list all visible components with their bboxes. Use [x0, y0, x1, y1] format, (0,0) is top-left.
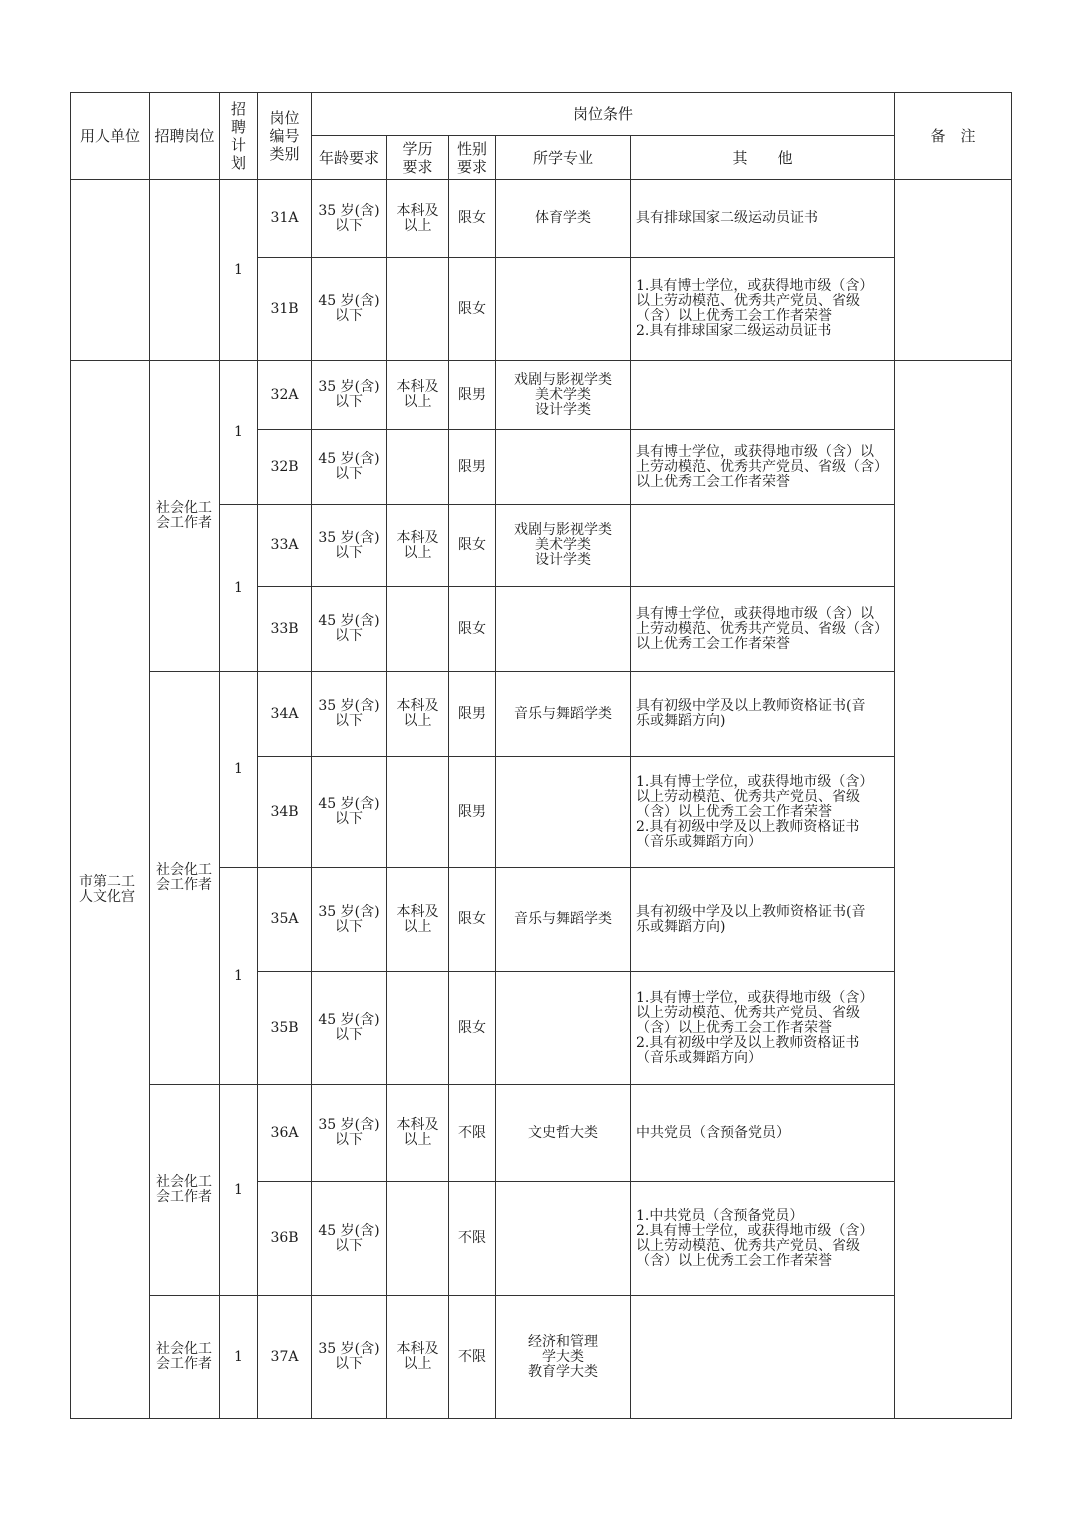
code-cell: 32B	[258, 430, 312, 505]
other-cell	[631, 361, 895, 430]
gender-cell: 限男	[449, 430, 496, 505]
header-plan: 招 聘 计 划	[220, 93, 258, 180]
gender-cell: 限男	[449, 361, 496, 430]
age-cell: 45 岁(含) 以下	[312, 757, 387, 868]
major-cell: 音乐与舞蹈学类	[496, 672, 631, 757]
header-remark: 备 注	[895, 93, 1012, 180]
edu-cell	[387, 587, 449, 672]
header-unit: 用人单位	[71, 93, 150, 180]
post-cell: 社会化工 会工作者	[150, 672, 220, 1085]
major-cell: 戏剧与影视学类 美术学类 设计学类	[496, 361, 631, 430]
code-cell: 36B	[258, 1182, 312, 1296]
remark-cell	[895, 180, 1012, 361]
edu-cell	[387, 1182, 449, 1296]
edu-cell	[387, 258, 449, 361]
age-cell: 35 岁(含) 以下	[312, 1085, 387, 1182]
gender-cell: 限女	[449, 180, 496, 258]
header-code: 岗位 编号 类别	[258, 93, 312, 180]
code-cell: 32A	[258, 361, 312, 430]
other-cell: 1.中共党员（含预备党员） 2.具有博士学位，或获得地市级（含） 以上劳动模范、优秀共产党员、省级 （含）以上优秀工会工作者荣誉	[631, 1182, 895, 1296]
code-cell: 33B	[258, 587, 312, 672]
code-cell: 33A	[258, 505, 312, 587]
code-cell: 35B	[258, 972, 312, 1085]
remark-cell	[895, 361, 1012, 1419]
major-cell	[496, 258, 631, 361]
gender-cell: 限女	[449, 868, 496, 972]
table-row	[71, 1085, 1012, 1182]
plan-cell: 1	[220, 672, 258, 868]
other-cell: 具有博士学位，或获得地市级（含）以 上劳动模范、优秀共产党员、省级（含） 以上优秀工会工作者荣誉	[631, 587, 895, 672]
age-cell: 45 岁(含) 以下	[312, 972, 387, 1085]
gender-cell: 不限	[449, 1182, 496, 1296]
plan-cell: 1	[220, 180, 258, 361]
code-cell: 34B	[258, 757, 312, 868]
major-cell: 经济和管理 学大类 教育学大类	[496, 1296, 631, 1419]
header-age: 年龄要求	[312, 136, 387, 180]
plan-cell: 1	[220, 505, 258, 672]
plan-cell: 1	[220, 361, 258, 505]
edu-cell	[387, 972, 449, 1085]
other-cell: 具有初级中学及以上教师资格证书(音 乐或舞蹈方向)	[631, 868, 895, 972]
edu-cell: 本科及 以上	[387, 672, 449, 757]
header-edu: 学历 要求	[387, 136, 449, 180]
table-row	[71, 361, 1012, 430]
plan-cell: 1	[220, 1296, 258, 1419]
table-row	[71, 672, 1012, 757]
gender-cell: 限女	[449, 258, 496, 361]
gender-cell: 限女	[449, 505, 496, 587]
major-cell: 音乐与舞蹈学类	[496, 868, 631, 972]
post-cell: 社会化工 会工作者	[150, 1085, 220, 1296]
recruitment-table	[70, 92, 1012, 1419]
other-cell: 1.具有博士学位，或获得地市级（含） 以上劳动模范、优秀共产党员、省级 （含）以上优秀工会工作者荣誉 2.具有排球国家二级运动员证书	[631, 258, 895, 361]
other-cell	[631, 1296, 895, 1419]
gender-cell: 限男	[449, 757, 496, 868]
code-cell: 36A	[258, 1085, 312, 1182]
header-post: 招聘岗位	[150, 93, 220, 180]
major-cell: 文史哲大类	[496, 1085, 631, 1182]
age-cell: 35 岁(含) 以下	[312, 672, 387, 757]
major-cell	[496, 1182, 631, 1296]
unit-cell: 市第二工 人文化宫	[71, 361, 150, 1419]
major-cell	[496, 430, 631, 505]
major-cell	[496, 587, 631, 672]
other-cell: 具有初级中学及以上教师资格证书(音 乐或舞蹈方向)	[631, 672, 895, 757]
major-cell: 体育学类	[496, 180, 631, 258]
post-cell-empty	[150, 180, 220, 361]
gender-cell: 限男	[449, 672, 496, 757]
table-row	[71, 1296, 1012, 1419]
post-cell: 社会化工 会工作者	[150, 361, 220, 672]
major-cell	[496, 972, 631, 1085]
edu-cell: 本科及 以上	[387, 1296, 449, 1419]
other-cell: 1.具有博士学位，或获得地市级（含） 以上劳动模范、优秀共产党员、省级 （含）以上优秀工会工作者荣誉 2.具有初级中学及以上教师资格证书 （音乐或舞蹈方向）	[631, 972, 895, 1085]
other-cell: 具有排球国家二级运动员证书	[631, 180, 895, 258]
table-row	[71, 180, 1012, 258]
other-cell	[631, 505, 895, 587]
gender-cell: 不限	[449, 1296, 496, 1419]
code-cell: 35A	[258, 868, 312, 972]
unit-cell-empty	[71, 180, 150, 361]
major-cell: 戏剧与影视学类 美术学类 设计学类	[496, 505, 631, 587]
age-cell: 35 岁(含) 以下	[312, 868, 387, 972]
major-cell	[496, 757, 631, 868]
code-cell: 37A	[258, 1296, 312, 1419]
code-cell: 31A	[258, 180, 312, 258]
plan-cell: 1	[220, 868, 258, 1085]
other-cell: 具有博士学位，或获得地市级（含）以 上劳动模范、优秀共产党员、省级（含） 以上优秀工会工作者荣誉	[631, 430, 895, 505]
header-row	[71, 93, 1012, 136]
age-cell: 35 岁(含) 以下	[312, 180, 387, 258]
age-cell: 35 岁(含) 以下	[312, 361, 387, 430]
code-cell: 31B	[258, 258, 312, 361]
edu-cell: 本科及 以上	[387, 1085, 449, 1182]
age-cell: 35 岁(含) 以下	[312, 1296, 387, 1419]
edu-cell	[387, 757, 449, 868]
gender-cell: 限女	[449, 587, 496, 672]
header-major: 所学专业	[496, 136, 631, 180]
post-cell: 社会化工 会工作者	[150, 1296, 220, 1419]
age-cell: 45 岁(含) 以下	[312, 587, 387, 672]
age-cell: 35 岁(含) 以下	[312, 505, 387, 587]
age-cell: 45 岁(含) 以下	[312, 258, 387, 361]
other-cell: 1.具有博士学位，或获得地市级（含） 以上劳动模范、优秀共产党员、省级 （含）以上优秀工会工作者荣誉 2.具有初级中学及以上教师资格证书 （音乐或舞蹈方向）	[631, 757, 895, 868]
header-conditions: 岗位条件	[312, 93, 895, 136]
header-other: 其 他	[631, 136, 895, 180]
plan-cell: 1	[220, 1085, 258, 1296]
gender-cell: 限女	[449, 972, 496, 1085]
age-cell: 45 岁(含) 以下	[312, 430, 387, 505]
edu-cell: 本科及 以上	[387, 505, 449, 587]
edu-cell: 本科及 以上	[387, 361, 449, 430]
gender-cell: 不限	[449, 1085, 496, 1182]
edu-cell	[387, 430, 449, 505]
age-cell: 45 岁(含) 以下	[312, 1182, 387, 1296]
header-gender: 性别 要求	[449, 136, 496, 180]
code-cell: 34A	[258, 672, 312, 757]
edu-cell: 本科及 以上	[387, 868, 449, 972]
edu-cell: 本科及 以上	[387, 180, 449, 258]
other-cell: 中共党员（含预备党员）	[631, 1085, 895, 1182]
